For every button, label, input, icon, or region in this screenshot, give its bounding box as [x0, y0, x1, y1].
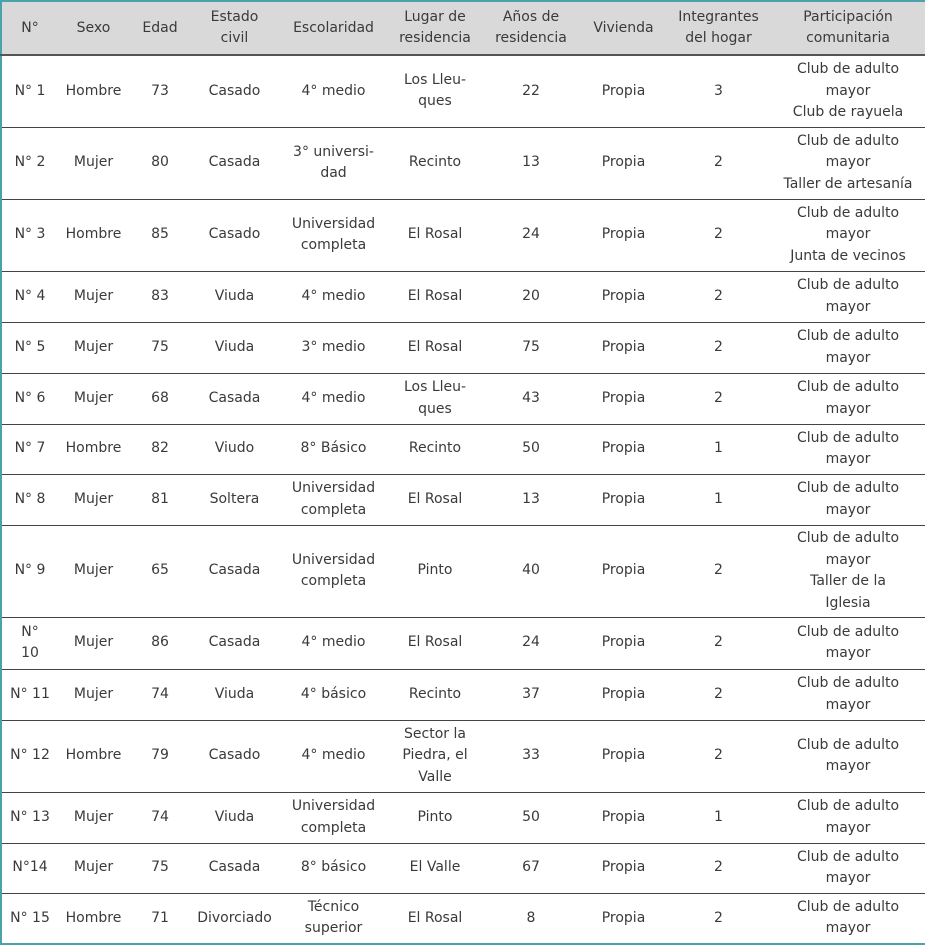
table-cell: 80 [129, 127, 191, 199]
table-cell: 2 [666, 199, 771, 271]
table-cell: 2 [666, 525, 771, 617]
table-cell: 50 [481, 424, 581, 474]
table-cell: Universidad completa [278, 199, 389, 271]
table-row [1, 55, 925, 127]
table-cell: 79 [129, 720, 191, 792]
table-cell: 75 [481, 322, 581, 373]
table-cell: 2 [666, 669, 771, 720]
table-cell: 2 [666, 720, 771, 792]
table-cell: Club de adulto mayor Junta de vecinos [771, 199, 925, 271]
table-cell: Recinto [389, 127, 481, 199]
table-cell: Mujer [58, 843, 129, 893]
table-cell: Hombre [58, 893, 129, 944]
header-row [1, 1, 925, 55]
table-cell: 2 [666, 843, 771, 893]
table-cell: N° 9 [1, 525, 58, 617]
table-cell: Propia [581, 893, 666, 944]
column-header: Lugar de residencia [389, 1, 481, 55]
table-cell: 2 [666, 322, 771, 373]
table-cell: Los Lleu- ques [389, 55, 481, 127]
table-cell: Viuda [191, 792, 278, 843]
table-cell: Mujer [58, 669, 129, 720]
table-cell: 43 [481, 373, 581, 424]
table-cell: 22 [481, 55, 581, 127]
table-cell: N°14 [1, 843, 58, 893]
table-cell: Propia [581, 199, 666, 271]
table-cell: 8 [481, 893, 581, 944]
table-cell: Viuda [191, 322, 278, 373]
table-cell: N° 4 [1, 271, 58, 322]
table-cell: Propia [581, 720, 666, 792]
table-cell: Hombre [58, 55, 129, 127]
table-cell: Casada [191, 617, 278, 669]
table-cell: Propia [581, 525, 666, 617]
table-cell: Propia [581, 55, 666, 127]
table-cell: Propia [581, 669, 666, 720]
table-cell: Mujer [58, 792, 129, 843]
table-cell: 8° básico [278, 843, 389, 893]
table-cell: 13 [481, 474, 581, 525]
table-cell: Casada [191, 373, 278, 424]
table-cell: N° 2 [1, 127, 58, 199]
table-cell: Los Lleu- ques [389, 373, 481, 424]
table-cell: Propia [581, 271, 666, 322]
table-cell: 86 [129, 617, 191, 669]
table-cell: N° 1 [1, 55, 58, 127]
table-cell: Mujer [58, 525, 129, 617]
table-cell: Propia [581, 373, 666, 424]
table-cell: 4° medio [278, 617, 389, 669]
table-cell: Universidad completa [278, 792, 389, 843]
table-cell: 2 [666, 373, 771, 424]
table-cell: 75 [129, 843, 191, 893]
table-cell: 24 [481, 617, 581, 669]
table-cell: 1 [666, 474, 771, 525]
column-header: Años de residencia [481, 1, 581, 55]
table-cell: Técnico superior [278, 893, 389, 944]
table-cell: Club de adulto mayor Taller de artesanía [771, 127, 925, 199]
table-cell: 33 [481, 720, 581, 792]
table-cell: Viuda [191, 271, 278, 322]
table-row [1, 322, 925, 373]
table-cell: 2 [666, 893, 771, 944]
column-header: N° [1, 1, 58, 55]
table-cell: 4° medio [278, 55, 389, 127]
table-cell: 4° medio [278, 271, 389, 322]
table-cell: Propia [581, 127, 666, 199]
table-cell: 83 [129, 271, 191, 322]
column-header: Sexo [58, 1, 129, 55]
table-cell: 4° medio [278, 373, 389, 424]
table-cell: Club de adulto mayor [771, 271, 925, 322]
table-cell: 75 [129, 322, 191, 373]
table-cell: 4° básico [278, 669, 389, 720]
table-cell: Club de adulto mayor [771, 720, 925, 792]
table-cell: Club de adulto mayor [771, 792, 925, 843]
table-cell: 73 [129, 55, 191, 127]
table-cell: Club de adulto mayor [771, 893, 925, 944]
table-row [1, 525, 925, 617]
table-cell: Club de adulto mayor [771, 474, 925, 525]
table-cell: 13 [481, 127, 581, 199]
table-cell: N° 7 [1, 424, 58, 474]
table-cell: Propia [581, 474, 666, 525]
table-cell: 1 [666, 424, 771, 474]
table-cell: Club de adulto mayor Taller de la Iglesia [771, 525, 925, 617]
table-row [1, 617, 925, 669]
table-cell: N° 3 [1, 199, 58, 271]
table-cell: Viudo [191, 424, 278, 474]
table-cell: 40 [481, 525, 581, 617]
table-cell: El Rosal [389, 322, 481, 373]
table-row [1, 669, 925, 720]
table-cell: 24 [481, 199, 581, 271]
table-cell: Recinto [389, 424, 481, 474]
table-cell: Mujer [58, 373, 129, 424]
table-cell: Viuda [191, 669, 278, 720]
table-cell: Universidad completa [278, 474, 389, 525]
table-cell: 2 [666, 617, 771, 669]
table-cell: 74 [129, 792, 191, 843]
table-cell: 3° universi- dad [278, 127, 389, 199]
table-row [1, 127, 925, 199]
table-cell: Pinto [389, 792, 481, 843]
table-cell: 82 [129, 424, 191, 474]
table-cell: 4° medio [278, 720, 389, 792]
table-cell: Mujer [58, 617, 129, 669]
table-cell: Propia [581, 424, 666, 474]
table-cell: Casada [191, 525, 278, 617]
table-cell: Mujer [58, 271, 129, 322]
table-cell: El Rosal [389, 893, 481, 944]
column-header: Edad [129, 1, 191, 55]
table-cell: N° 6 [1, 373, 58, 424]
column-header: Integrantes del hogar [666, 1, 771, 55]
table-cell: Mujer [58, 322, 129, 373]
table-row [1, 271, 925, 322]
table-cell: Casada [191, 843, 278, 893]
table-cell: 68 [129, 373, 191, 424]
table-cell: El Rosal [389, 617, 481, 669]
table-cell: Hombre [58, 720, 129, 792]
table-cell: 8° Básico [278, 424, 389, 474]
table-cell: Club de adulto mayor [771, 373, 925, 424]
table-cell: Club de adulto mayor [771, 669, 925, 720]
table-cell: Universidad completa [278, 525, 389, 617]
table-cell: 2 [666, 271, 771, 322]
table-cell: Sector la Piedra, el Valle [389, 720, 481, 792]
table-cell: N° 15 [1, 893, 58, 944]
table-cell: Hombre [58, 199, 129, 271]
table-cell: Club de adulto mayor [771, 843, 925, 893]
table-row [1, 474, 925, 525]
table-cell: N° 5 [1, 322, 58, 373]
table-cell: 37 [481, 669, 581, 720]
table-cell: Club de adulto mayor [771, 617, 925, 669]
table-cell: Casado [191, 199, 278, 271]
table-cell: N° 10 [1, 617, 58, 669]
table-cell: 2 [666, 127, 771, 199]
table-cell: Propia [581, 322, 666, 373]
table-row [1, 792, 925, 843]
table-cell: 71 [129, 893, 191, 944]
table-row [1, 373, 925, 424]
table-row [1, 720, 925, 792]
table-cell: 85 [129, 199, 191, 271]
table-cell: 65 [129, 525, 191, 617]
table-cell: El Rosal [389, 474, 481, 525]
table-cell: 3° medio [278, 322, 389, 373]
table-cell: 50 [481, 792, 581, 843]
table-cell: Mujer [58, 474, 129, 525]
table-cell: Club de adulto mayor [771, 424, 925, 474]
table-cell: Recinto [389, 669, 481, 720]
column-header: Escolaridad [278, 1, 389, 55]
table-cell: Hombre [58, 424, 129, 474]
table-cell: N° 12 [1, 720, 58, 792]
column-header: Participación comunitaria [771, 1, 925, 55]
table-cell: 3 [666, 55, 771, 127]
table-cell: Club de adulto mayor [771, 322, 925, 373]
table-cell: 67 [481, 843, 581, 893]
table-row [1, 843, 925, 893]
table-cell: Propia [581, 843, 666, 893]
table-cell: El Rosal [389, 199, 481, 271]
table-cell: Casado [191, 720, 278, 792]
table-cell: El Rosal [389, 271, 481, 322]
table-cell: Club de adulto mayor Club de rayuela [771, 55, 925, 127]
table-cell: Pinto [389, 525, 481, 617]
table-row [1, 424, 925, 474]
table-cell: N° 11 [1, 669, 58, 720]
column-header: Vivienda [581, 1, 666, 55]
table-cell: N° 8 [1, 474, 58, 525]
table-cell: 74 [129, 669, 191, 720]
table-cell: 1 [666, 792, 771, 843]
table-cell: Propia [581, 617, 666, 669]
table-cell: 20 [481, 271, 581, 322]
table-cell: 81 [129, 474, 191, 525]
table-cell: N° 13 [1, 792, 58, 843]
table-row [1, 893, 925, 944]
column-header: Estado civil [191, 1, 278, 55]
table-cell: Casada [191, 127, 278, 199]
table-row [1, 199, 925, 271]
table-cell: Soltera [191, 474, 278, 525]
table-cell: Mujer [58, 127, 129, 199]
table-cell: El Valle [389, 843, 481, 893]
table-cell: Casado [191, 55, 278, 127]
table-cell: Divorciado [191, 893, 278, 944]
table-cell: Propia [581, 792, 666, 843]
